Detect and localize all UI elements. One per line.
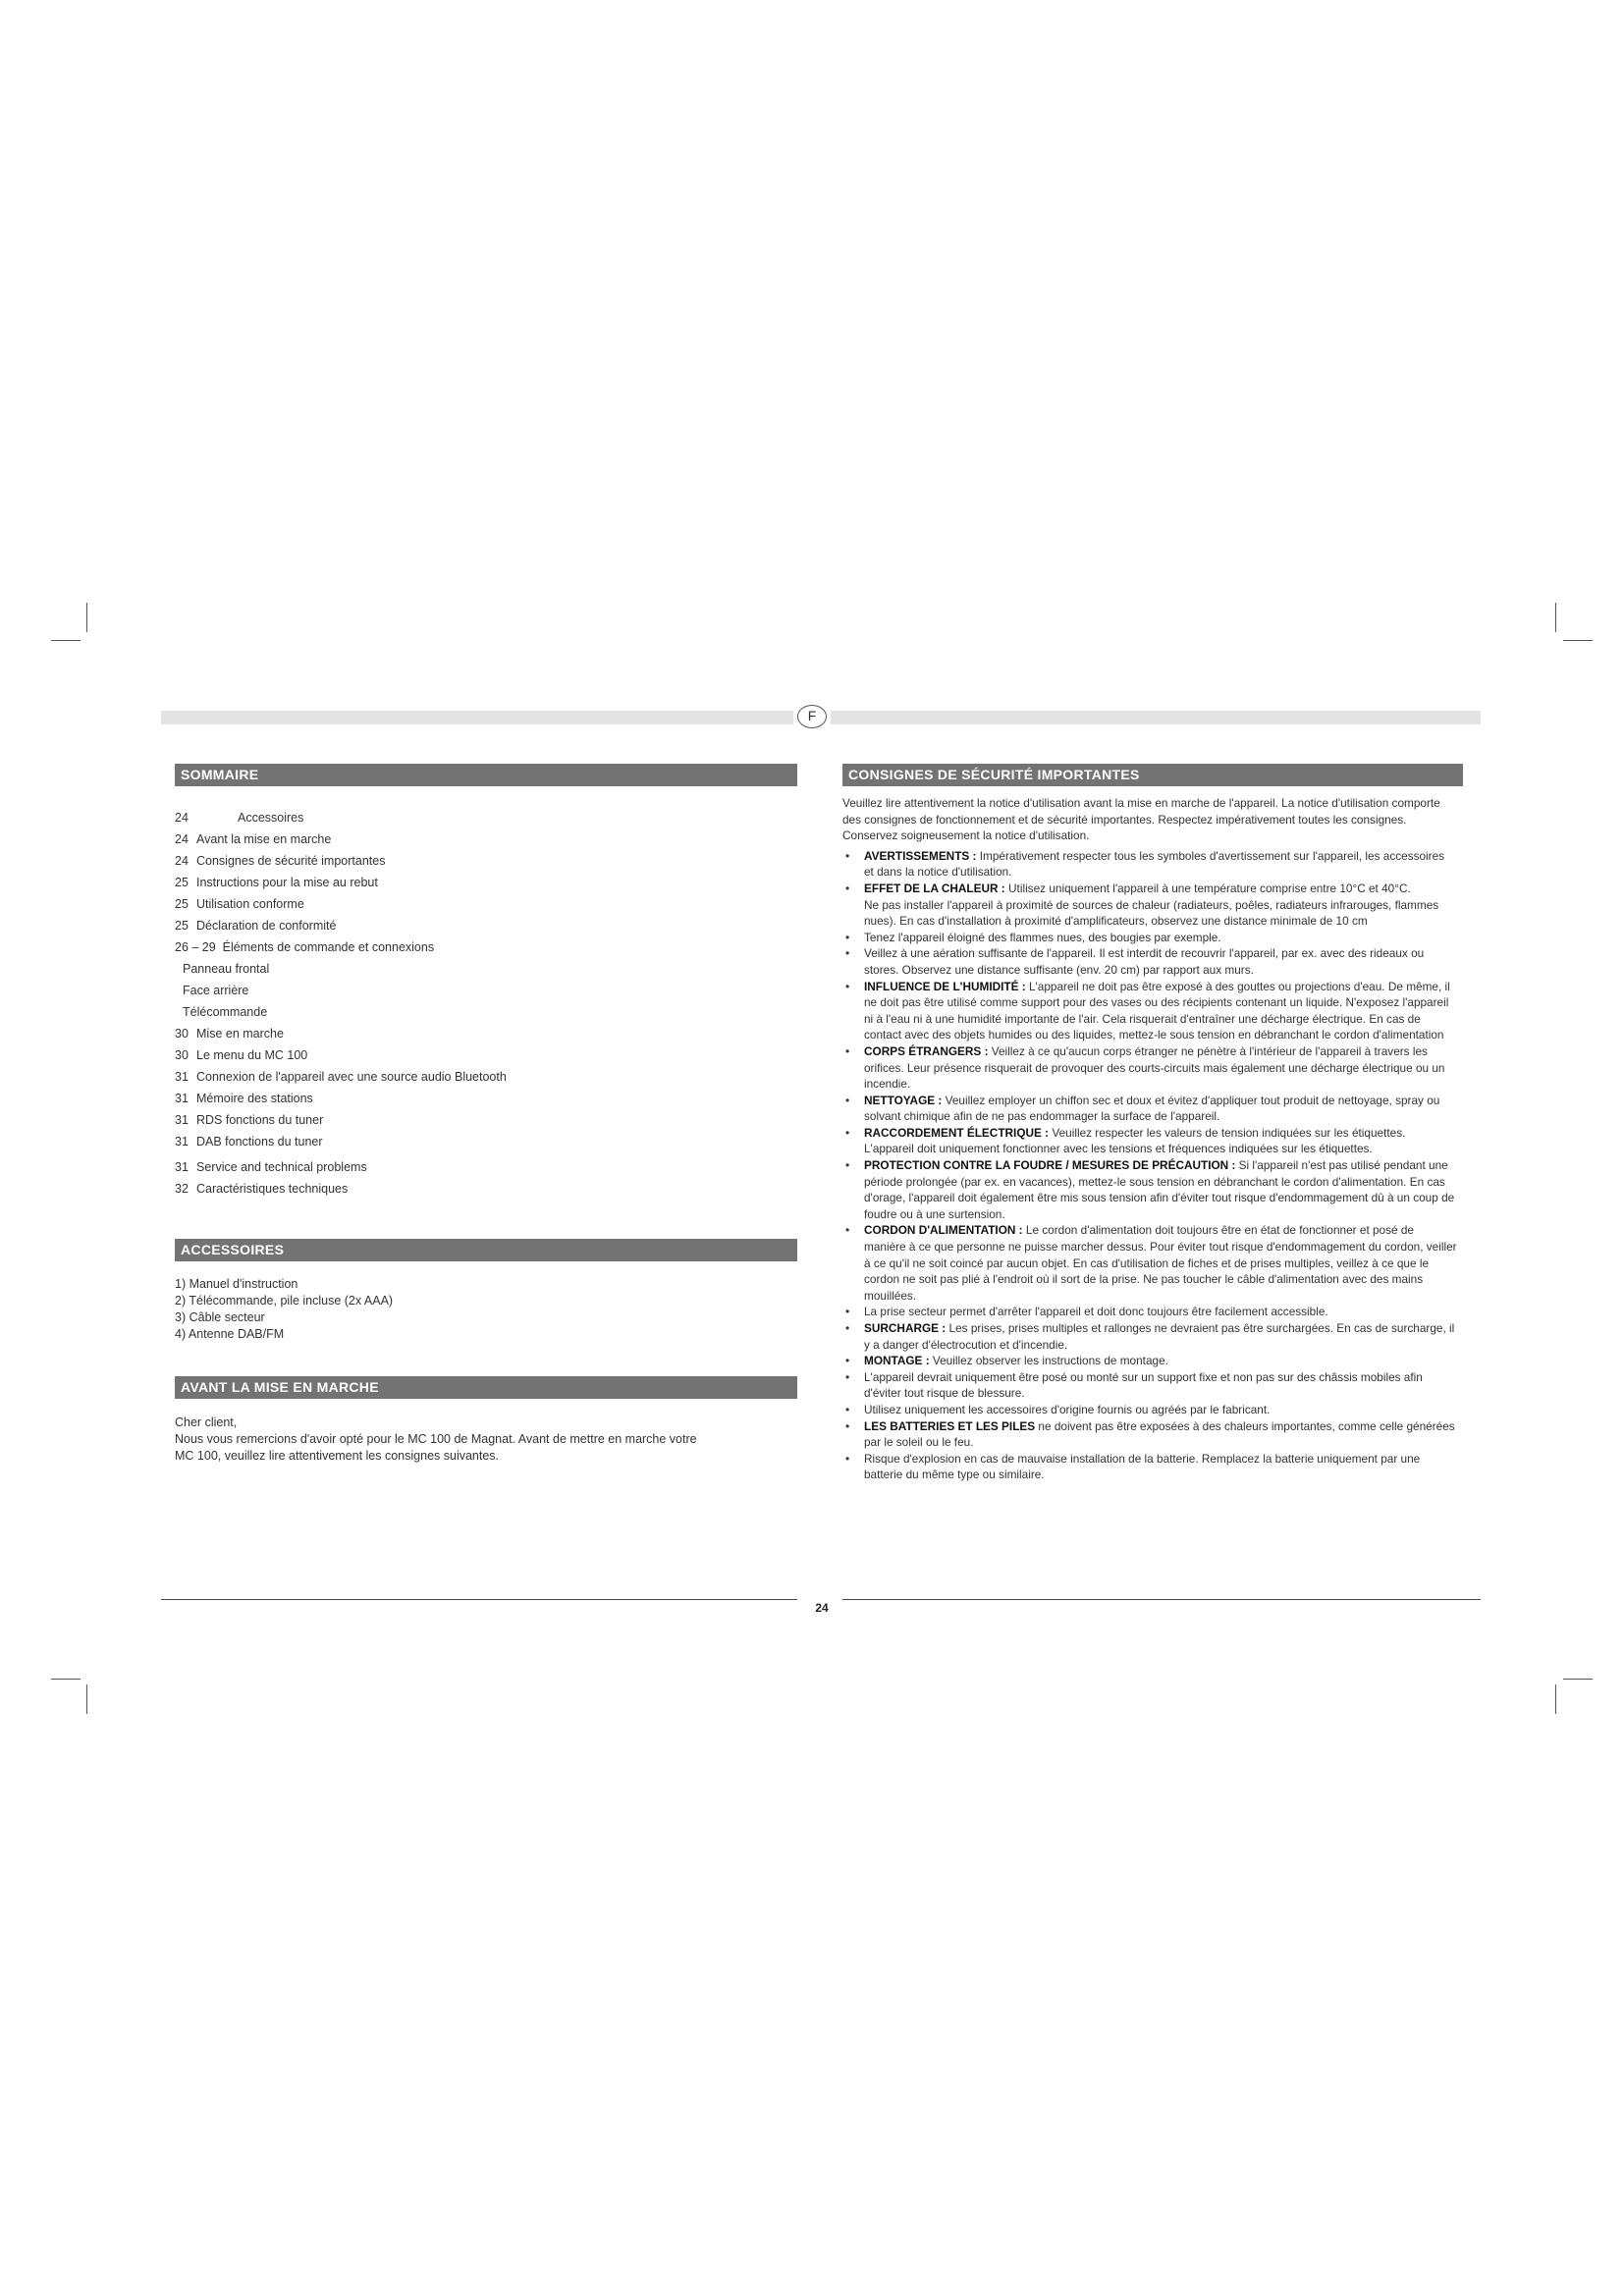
toc-page: 30 bbox=[175, 1027, 189, 1041]
crop-mark bbox=[1563, 640, 1593, 641]
safety-item-label: MONTAGE : bbox=[864, 1354, 930, 1368]
accessories-list bbox=[175, 1276, 784, 1343]
safety-item-label: PROTECTION CONTRE LA FOUDRE / MESURES DE PRÉCAUTION : bbox=[864, 1158, 1236, 1173]
toc-entry bbox=[175, 807, 764, 828]
crop-mark bbox=[86, 1684, 87, 1714]
safety-item bbox=[842, 1304, 1457, 1320]
safety-item bbox=[842, 1125, 1457, 1157]
safety-column bbox=[842, 795, 1457, 1483]
before-use-text bbox=[175, 1415, 784, 1465]
toc-page: 31 bbox=[175, 1135, 189, 1148]
accessory-item: 4) Antenne DAB/FM bbox=[175, 1327, 285, 1341]
safety-list bbox=[842, 848, 1457, 1483]
safety-item-text: Ne pas installer l'appareil à proximité de sources de chaleur (radiateurs, poêles, radiateurs infrarouges, flammes nues). En cas d'installation à proximité d'amplificateurs, observez une distance minimale de 10 cm bbox=[864, 897, 1439, 929]
safety-item bbox=[842, 1451, 1457, 1483]
safety-item-text: Veillez à ce qu'aucun corps étranger ne pénètre à l'intérieur de l'appareil à travers les orifices. Leur présence risquerait de provoquer des courts-circuits mais également une décharge électrique ou un incendie. bbox=[864, 1043, 1445, 1092]
safety-item-text: Si l'appareil n'est pas utilisé pendant une période prolongée (par ex. en vacances), mettez-le sous tension en débranchant le cordon d'alimentation. En cas d'orage, l'appareil doit également être mis sous tension afin d'éviter tout risque d'endommagement dû à un coup de foudre ou à une surtension. bbox=[864, 1158, 1455, 1221]
paragraph-line: Nous vous remercions d'avoir opté pour le MC 100 de Magnat. Avant de mettre en marche votre bbox=[175, 1432, 697, 1446]
toc-title: Caractéristiques techniques bbox=[196, 1182, 349, 1196]
safety-item-label: CORDON D'ALIMENTATION : bbox=[864, 1223, 1023, 1238]
toc-title: Télécommande bbox=[183, 1005, 268, 1019]
toc-entry bbox=[175, 1066, 764, 1088]
safety-item-text: Impérativement respecter tous les symboles d'avertissement sur l'appareil, les accessoires et dans la notice d'utilisation. bbox=[864, 848, 1445, 880]
toc-entry bbox=[175, 1178, 764, 1200]
safety-item bbox=[842, 1222, 1457, 1304]
toc-page: 24 bbox=[175, 832, 189, 846]
toc-entry bbox=[175, 872, 764, 893]
toc-page: 30 bbox=[175, 1048, 189, 1062]
safety-item-text: La prise secteur permet d'arrêter l'appareil et doit donc toujours être facilement accessible. bbox=[864, 1305, 1328, 1319]
safety-item-label: RACCORDEMENT ÉLECTRIQUE : bbox=[864, 1125, 1050, 1140]
crop-mark bbox=[1555, 603, 1556, 632]
toc-page: 24 bbox=[175, 811, 189, 825]
safety-item-label: NETTOYAGE : bbox=[864, 1093, 943, 1107]
toc-entry bbox=[175, 936, 764, 958]
toc-page: 26 – 29 bbox=[175, 940, 216, 954]
header-band-right bbox=[831, 711, 1481, 724]
toc-title: Mise en marche bbox=[196, 1027, 284, 1041]
toc-title: Consignes de sécurité importantes bbox=[196, 854, 386, 868]
toc-entry bbox=[175, 828, 764, 850]
safety-item-text: Risque d'explosion en cas de mauvaise installation de la batterie. Remplacez la batterie uniquement par une batterie du même type ou similaire. bbox=[864, 1451, 1421, 1482]
toc-page: 31 bbox=[175, 1113, 189, 1127]
safety-item-text: Utilisez uniquement l'appareil à une température comprise entre 10°C et 40°C. bbox=[1004, 881, 1411, 895]
toc-title: Accessoires bbox=[238, 811, 304, 825]
paragraph-line: MC 100, veuillez lire attentivement les consignes suivantes. bbox=[175, 1449, 500, 1463]
safety-item bbox=[842, 848, 1457, 881]
safety-item bbox=[842, 1093, 1457, 1125]
toc-heading: SOMMAIRE bbox=[175, 764, 797, 786]
greeting: Cher client, bbox=[175, 1415, 238, 1429]
toc-page: 25 bbox=[175, 919, 189, 933]
crop-mark bbox=[51, 1679, 81, 1680]
safety-item-label: LES BATTERIES ET LES PILES bbox=[864, 1418, 1036, 1433]
safety-item bbox=[842, 1369, 1457, 1402]
safety-item-label: CORPS ÉTRANGERS : bbox=[864, 1043, 989, 1058]
footer-rule-right bbox=[842, 1599, 1481, 1600]
safety-item bbox=[842, 881, 1457, 930]
safety-item-text: Veuillez respecter les valeurs de tension indiquées sur les étiquettes. L'appareil doit uniquement fonctionner avec les tensions et fréquences indiquées sur les étiquettes. bbox=[864, 1125, 1406, 1156]
toc-entry bbox=[175, 893, 764, 915]
safety-item bbox=[842, 1353, 1457, 1369]
toc-list bbox=[175, 807, 764, 1200]
toc-title: Le menu du MC 100 bbox=[196, 1048, 308, 1062]
safety-intro: Veuillez lire attentivement la notice d'utilisation avant la mise en marche de l'appareil. La notice d'utilisation comporte des consignes de fonctionnement et de sécurité importantes. Respectez impérativement toutes les consignes. Conservez soigneusement la notice d'utilisation. bbox=[842, 796, 1440, 843]
toc-entry bbox=[175, 958, 764, 980]
toc-title: Déclaration de conformité bbox=[196, 919, 337, 933]
safety-item-label: EFFET DE LA CHALEUR : bbox=[864, 881, 1005, 895]
safety-item bbox=[842, 930, 1457, 946]
safety-item bbox=[842, 945, 1457, 978]
toc-title: Utilisation conforme bbox=[196, 897, 304, 911]
toc-entry bbox=[175, 915, 764, 936]
toc-entry bbox=[175, 1023, 764, 1044]
accessory-item: 2) Télécommande, pile incluse (2x AAA) bbox=[175, 1294, 394, 1308]
toc-page: 25 bbox=[175, 876, 189, 889]
toc-title: Avant la mise en marche bbox=[196, 832, 332, 846]
safety-item-label: AVERTISSEMENTS : bbox=[864, 848, 977, 863]
safety-item-label: INFLUENCE DE L'HUMIDITÉ : bbox=[864, 979, 1026, 993]
safety-item-text: ne doivent pas être exposées à des chaleurs importantes, comme celle générées par le soleil ou le feu. bbox=[864, 1418, 1455, 1450]
language-badge: F bbox=[797, 705, 827, 728]
toc-entry bbox=[175, 1044, 764, 1066]
toc-title: RDS fonctions du tuner bbox=[196, 1113, 324, 1127]
before-use-heading: AVANT LA MISE EN MARCHE bbox=[175, 1376, 797, 1399]
toc-page: 32 bbox=[175, 1182, 189, 1196]
toc-title: Panneau frontal bbox=[183, 962, 270, 976]
crop-mark bbox=[51, 640, 81, 641]
safety-heading: CONSIGNES DE SÉCURITÉ IMPORTANTES bbox=[842, 764, 1463, 786]
toc-entry bbox=[175, 1131, 764, 1152]
safety-item-text: L'appareil devrait uniquement être posé ou monté sur un support fixe et non pas sur des châssis mobiles afin d'éviter tout risque de blessure. bbox=[864, 1369, 1423, 1401]
toc-title: Face arrière bbox=[183, 984, 249, 997]
accessories-heading: ACCESSOIRES bbox=[175, 1239, 797, 1261]
accessory-item: 3) Câble secteur bbox=[175, 1310, 265, 1324]
safety-item bbox=[842, 1157, 1457, 1222]
safety-item bbox=[842, 1418, 1457, 1451]
toc-page: 31 bbox=[175, 1092, 189, 1105]
toc-entry bbox=[175, 1109, 764, 1131]
toc-entry bbox=[175, 1001, 764, 1023]
safety-item-text: Tenez l'appareil éloigné des flammes nues, des bougies par exemple. bbox=[864, 930, 1221, 944]
crop-mark bbox=[1555, 1684, 1556, 1714]
toc-title: Instructions pour la mise au rebut bbox=[196, 876, 378, 889]
safety-item-text: Les prises, prises multiples et rallonges ne devraient pas être surchargées. En cas de surcharge, il y a danger d'électrocution et d'incendie. bbox=[864, 1321, 1455, 1352]
toc-page: 25 bbox=[175, 897, 189, 911]
page-number: 24 bbox=[815, 1601, 829, 1615]
toc-title: Mémoire des stations bbox=[196, 1092, 313, 1105]
safety-item-text: Le cordon d'alimentation doit toujours être en état de fonctionner et posé de manière à ce que personne ne puisse marcher dessus. Pour éviter tout risque d'endommagement du cordon, veiller à ce qu'il ne soit coincé par aucun objet. En cas d'utilisation de fiches et de prises multiples, veillez à ce que le cordon ne soit pas plié à l'endroit où il sort de la prise. Ne pas toucher le câble d'alimentation avec des mains mouillées. bbox=[864, 1223, 1457, 1303]
safety-item-text: L'appareil ne doit pas être exposé à des gouttes ou projections d'eau. De même, il ne doit pas être utilisé comme support pour des vases ou des récipients contenant un liquide. N'exposez l'appareil ni à l'eau ni à une humidité importante de l'air. Cela risquerait d'entraîner une décharge électrique. En cas de contact avec des objets humides ou des liquides, mettez-le sous tension en débranchant le cordon d'alimentation bbox=[864, 979, 1450, 1042]
toc-entry bbox=[175, 850, 764, 872]
safety-item bbox=[842, 1402, 1457, 1418]
safety-item-text: Veuillez employer un chiffon sec et doux et évitez d'appliquer tout produit de nettoyage, spray ou solvant chimique afin de ne pas endommager la surface de l'appareil. bbox=[864, 1093, 1440, 1124]
safety-item-label: SURCHARGE : bbox=[864, 1321, 947, 1335]
header-band-left bbox=[161, 711, 793, 724]
crop-mark bbox=[1563, 1679, 1593, 1680]
toc-title: Éléments de commande et connexions bbox=[222, 940, 435, 954]
toc-title: Connexion de l'appareil avec une source audio Bluetooth bbox=[196, 1070, 507, 1084]
crop-mark bbox=[86, 603, 87, 632]
safety-item-text: Veuillez observer les instructions de montage. bbox=[929, 1354, 1168, 1368]
accessory-item: 1) Manuel d'instruction bbox=[175, 1277, 298, 1291]
toc-page: 24 bbox=[175, 854, 189, 868]
toc-entry bbox=[175, 980, 764, 1001]
toc-page: 31 bbox=[175, 1070, 189, 1084]
toc-title: DAB fonctions du tuner bbox=[196, 1135, 323, 1148]
safety-item bbox=[842, 979, 1457, 1043]
footer-rule-left bbox=[161, 1599, 797, 1600]
safety-item bbox=[842, 1320, 1457, 1353]
safety-item-text: Utilisez uniquement les accessoires d'origine fournis ou agréés par le fabricant. bbox=[864, 1402, 1271, 1416]
toc-entry bbox=[175, 1156, 764, 1178]
toc-entry bbox=[175, 1088, 764, 1109]
toc-title: Service and technical problems bbox=[196, 1160, 367, 1174]
safety-item bbox=[842, 1043, 1457, 1093]
safety-item-text: Veillez à une aération suffisante de l'appareil. Il est interdit de recouvrir l'appareil, par ex. avec des rideaux ou stores. Observez une distance suffisante (env. 20 cm) par rapport aux murs. bbox=[864, 946, 1425, 977]
toc-page: 31 bbox=[175, 1160, 189, 1174]
